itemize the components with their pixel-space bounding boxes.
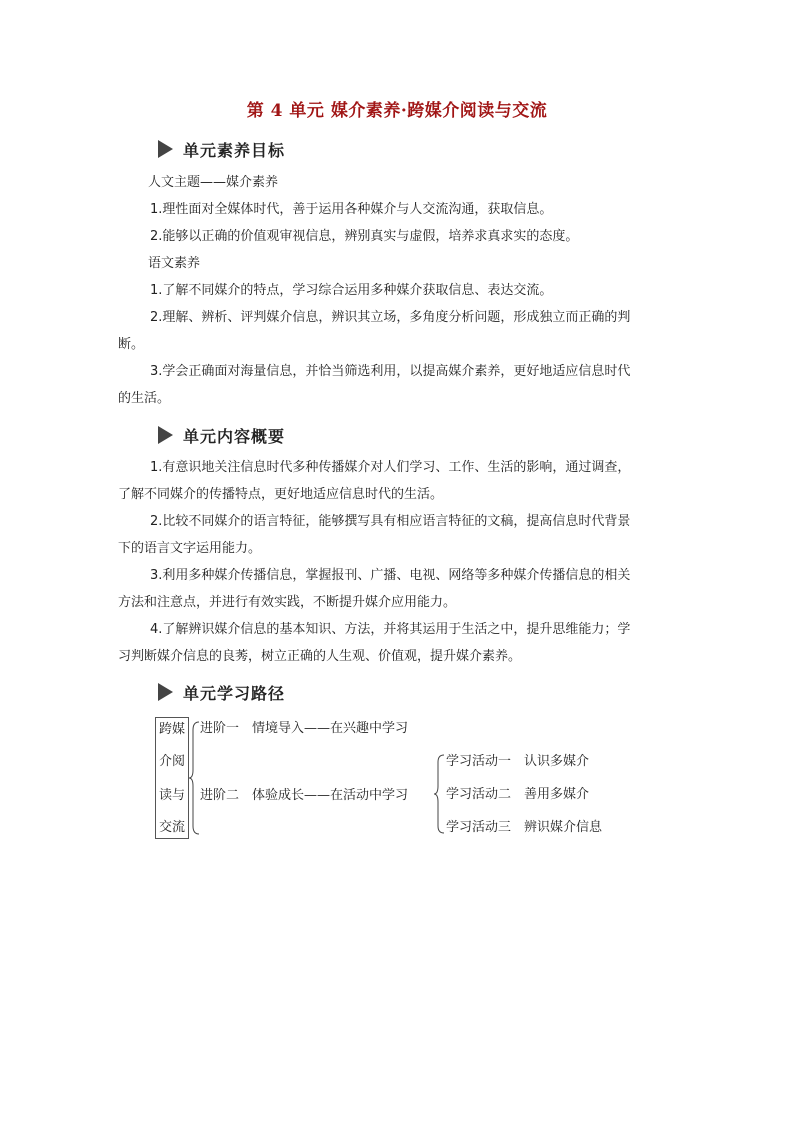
section-label: 单元素养目标	[183, 140, 286, 160]
overview-line: 习判断媒介信息的良莠，树立正确的人生观、价值观，提升媒介素养。	[118, 649, 522, 664]
activity-item: 学习活动一 认识多媒介	[446, 754, 590, 769]
goal-line: 1.理性面对全媒体时代，善于运用各种媒介与人交流沟通，获取信息。	[150, 202, 553, 217]
stage-two: 进阶二 体验成长——在活动中学习	[200, 788, 409, 803]
overview-line: 了解不同媒介的传播特点，更好地适应信息时代的生活。	[118, 487, 444, 502]
goal-line: 2.能够以正确的价值观审视信息，辨别真实与虚假，培养求真求实的态度。	[150, 229, 579, 244]
overview-line: 4.了解辨识媒介信息的基本知识、方法，并将其运用于生活之中，提升思维能力；学	[150, 622, 631, 637]
section-label: 单元学习路径	[183, 683, 286, 703]
overview-line: 1.有意识地关注信息时代多种传播媒介对人们学习、工作、生活的影响，通过调查，	[150, 460, 631, 475]
goal-line: 语文素养	[148, 256, 201, 271]
path-root-text: 读与	[158, 788, 185, 803]
page-title: 第 4 单元 媒介素养·跨媒介阅读与交流	[246, 101, 548, 121]
stage-one: 进阶一 情境导入——在兴趣中学习	[200, 721, 409, 736]
activity-item: 学习活动二 善用多媒介	[446, 787, 590, 802]
path-root-text: 交流	[158, 820, 185, 835]
path-root-box	[155, 717, 189, 839]
path-root-text: 介阅	[158, 754, 185, 769]
goal-line: 的生活。	[118, 391, 171, 406]
triangle-bullet-icon	[158, 683, 173, 701]
section-heading-goals	[158, 138, 285, 160]
activity-item: 学习活动三 辨识媒介信息	[446, 820, 603, 835]
overview-line: 3.利用多种媒介传播信息，掌握报刊、广播、电视、网络等多种媒介传播信息的相关	[150, 568, 631, 583]
triangle-bullet-icon	[158, 426, 173, 444]
section-label: 单元内容概要	[183, 426, 286, 446]
goal-line: 断。	[118, 337, 145, 352]
goal-line: 1.了解不同媒介的特点，学习综合运用多种媒介获取信息、表达交流。	[150, 283, 553, 298]
brace-icon	[189, 720, 201, 838]
brace-icon	[434, 753, 446, 835]
overview-line: 方法和注意点，并进行有效实践，不断提升媒介应用能力。	[118, 595, 457, 610]
overview-line: 下的语言文字运用能力。	[118, 541, 262, 556]
goal-line: 3.学会正确面对海量信息，并恰当筛选利用，以提高媒介素养，更好地适应信息时代	[150, 364, 631, 379]
section-heading-overview	[158, 424, 285, 446]
path-root-text: 跨媒	[158, 722, 185, 737]
section-heading-path	[158, 681, 285, 703]
triangle-bullet-icon	[158, 140, 173, 158]
overview-line: 2.比较不同媒介的语言特征，能够撰写具有相应语言特征的文稿，提高信息时代背景	[150, 514, 631, 529]
goal-line: 人文主题——媒介素养	[148, 175, 279, 190]
goal-line: 2.理解、辨析、评判媒介信息，辨识其立场，多角度分析问题，形成独立而正确的判	[150, 310, 631, 325]
